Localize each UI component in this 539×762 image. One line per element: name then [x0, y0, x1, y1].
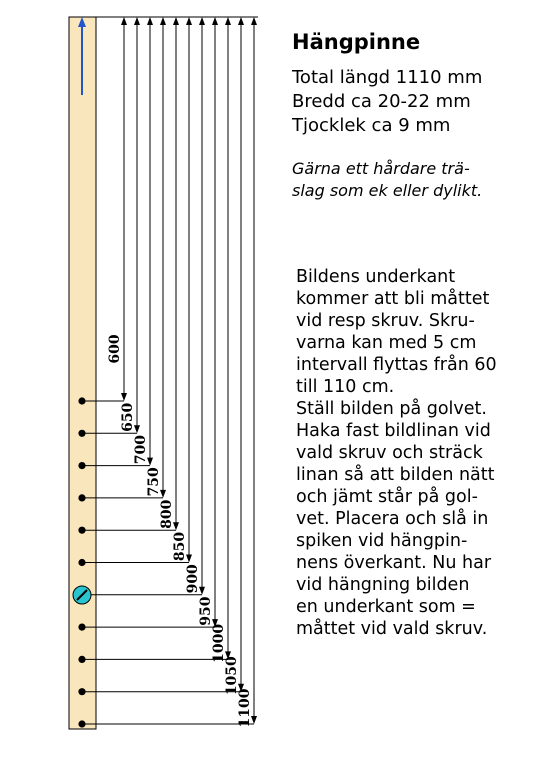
arrow-top	[199, 17, 205, 25]
instruction-line: Haka fast bildlinan vid	[296, 421, 491, 441]
measurement-label: 750	[146, 467, 162, 497]
instruction-line: Ställ bilden på golvet.	[296, 399, 487, 419]
instructions	[296, 266, 497, 640]
measurement-label: 1000	[211, 623, 227, 663]
spec-length: Total längd 1110 mm	[292, 67, 483, 88]
arrow-top	[160, 17, 166, 25]
instruction-line: nens överkant. Nu har	[296, 553, 492, 573]
arrow-top	[147, 17, 153, 25]
nail-icon	[73, 586, 91, 604]
hanging-stick	[69, 17, 96, 729]
instruction-line: vet. Placera och slå in	[296, 509, 489, 529]
instruction-line: Bildens underkant	[296, 267, 456, 287]
measurement-label: 850	[172, 531, 188, 562]
specifications	[292, 66, 482, 138]
note-line: slag som ek eller dylikt.	[292, 181, 483, 200]
arrow-top	[251, 17, 257, 25]
measurement-label: 1050	[224, 656, 240, 696]
arrow-top	[225, 17, 231, 25]
instruction-line: måttet vid vald skruv.	[296, 619, 488, 639]
arrow-bottom	[121, 393, 127, 401]
instruction-line: en underkant som =	[296, 597, 476, 617]
measurement-label: 1100	[237, 688, 253, 728]
instruction-line: och jämt står på gol-	[296, 487, 478, 507]
wood-note	[292, 158, 512, 202]
measurement-label: 650	[120, 402, 136, 432]
instruction-line: intervall flyttas från 60	[296, 355, 497, 375]
spec-width: Bredd ca 20-22 mm	[292, 91, 471, 112]
instruction-line: varna kan med 5 cm	[296, 333, 477, 353]
instruction-line: linan så att bilden nätt	[296, 465, 495, 485]
instruction-line: vid resp skruv. Skru-	[296, 311, 475, 331]
instruction-line: vid hängning bilden	[296, 575, 470, 595]
measurement-label: 600	[107, 334, 123, 364]
measurement-label: 800	[159, 499, 175, 529]
spec-thickness: Tjocklek ca 9 mm	[292, 115, 451, 136]
measurement-label: 700	[133, 434, 149, 465]
measurement-lines	[78, 17, 257, 728]
instruction-line: kommer att bli måttet	[296, 289, 490, 309]
instruction-line: vald skruv och sträck	[296, 443, 483, 463]
measurement-label: 900	[185, 564, 201, 594]
arrow-top	[238, 17, 244, 25]
instruction-line: till 110 cm.	[296, 377, 395, 397]
measurement-label: 950	[198, 596, 214, 626]
arrow-top	[121, 17, 127, 25]
arrow-top	[134, 17, 140, 25]
instruction-line: spiken vid hängpin-	[296, 531, 468, 551]
page-title: Hängpinne	[292, 30, 421, 54]
note-line: Gärna ett hårdare trä-	[292, 159, 470, 178]
arrow-top	[186, 17, 192, 25]
arrow-top	[212, 17, 218, 25]
arrow-top	[173, 17, 179, 25]
